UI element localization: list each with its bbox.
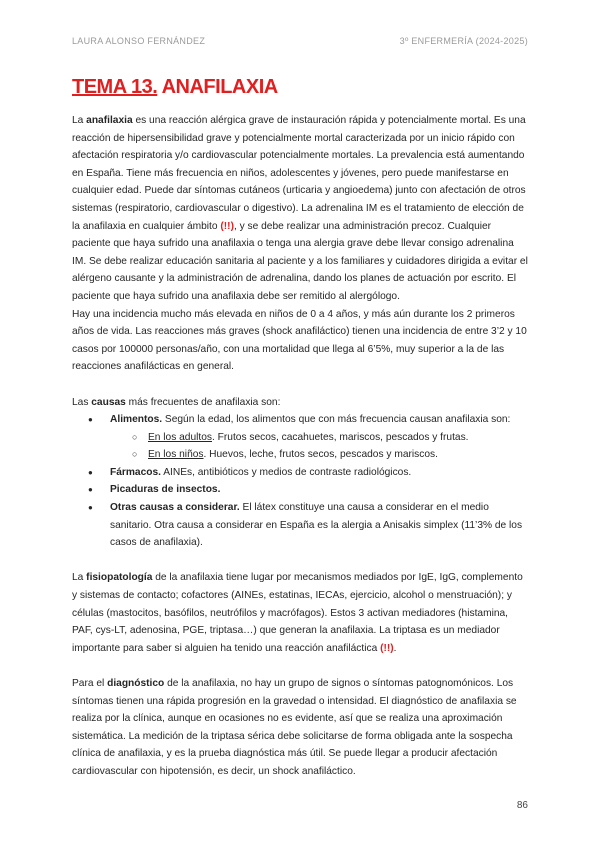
intro-text-1: La [72, 115, 87, 126]
food-sublist [110, 429, 528, 464]
diagnosis-term: diagnóstico [107, 678, 165, 689]
header-author: LAURA ALONSO FERNÁNDEZ [72, 36, 206, 46]
list-item-other [72, 499, 528, 552]
diagnosis-paragraph [72, 675, 528, 781]
pathophys-text-2: de la anafilaxia tiene lugar por mecanismos mediados por IgE, IgG, complemento y sistemas de contacto; cofactores (AINEs, estatinas, IECAs, ejercicio, alcohol o menstruación); y células (mastocitos, basófilos, neutrófilos y macrófagos). Estos 3 activan mediadores (histamina, PAF, cys-LT, adenosina, PGE, triptasa…) que generan la anafilaxia. La triptasa es un mediador importante para saber si alguien ha tenido una reacción anafiláctica [72, 572, 523, 654]
pathophys-text-1: La [72, 572, 87, 584]
diagnosis-text-2: de la anafilaxia, no hay un grupo de signos o síntomas patognomónicos. Los síntomas tienen una rápida progresión en la gravedad o intensidad. El diagnóstico de anafilaxia se realiza por la clínica, aunque en ocasiones no es evidente, así que se realiza una aproximación sistemática. La medición de la triptasa sérica debe solicitarse de forma obligada ante la sospecha clínica de anafilaxia, y es la prueba diagnóstica más útil. Se puede llegar a producir afectación cardiovascular con hipotensión, es decir, un shock anafiláctico. [72, 678, 517, 777]
spacer [72, 657, 528, 675]
other-label: Otras causas a considerar. [110, 502, 240, 514]
adults-label: En los adultos [148, 431, 212, 443]
kids-text: . Huevos, leche, frutos secos, pescados y mariscos. [203, 449, 438, 461]
kids-label: En los niños [148, 449, 204, 461]
diagnosis-text-1: Para el [72, 678, 108, 689]
page-title [72, 76, 278, 99]
drugs-text: AINEs, antibióticos y medios de contraste radiológicos. [160, 466, 412, 478]
causes-intro [72, 394, 528, 412]
intro-text-3: , y se debe realizar una administración precoz. Cualquier paciente que haya sufrido una anafilaxia o tenga una alergia grave debe llevar consigo adrenalina IM. Se debe realizar educación sanitaria al paciente y a los familiares y cuidadores dirigida a evitar el alérgeno causante y la administración de adrenalina, dando los planes de actuación por escrito. El paciente que haya sufrido una anafilaxia debe ser remitido al alergólogo. [72, 220, 528, 302]
list-item-food [72, 411, 528, 464]
page-number: 86 [516, 800, 528, 811]
list-item-drugs [72, 464, 528, 482]
spacer [72, 552, 528, 570]
alert-mark: (!!) [380, 642, 394, 654]
header-course: 3º ENFERMERÍA (2024-2025) [399, 36, 528, 46]
sublist-item-adults [110, 429, 528, 447]
intro-paragraph [72, 112, 528, 306]
incidence-paragraph: Hay una incidencia mucho más elevada en niños de 0 a 4 años, y más aún durante los 2 primeros años de vida. Las reacciones más graves (shock anafiláctico) tienen una incidencia de entre 3’2 y 10 casos por 100000 personas/año, con una mortalidad que llega al 6’5%, muy superior a la de las reacciones anafilácticas en general. [72, 308, 527, 373]
pathophys-text-3: . [393, 642, 397, 654]
spacer [72, 376, 528, 394]
sublist-item-kids [110, 446, 528, 464]
adults-text: . Frutos secos, cacahuetes, mariscos, pescados y frutas. [212, 431, 469, 443]
intro-term: anafilaxia [86, 115, 133, 126]
causes-list [72, 411, 528, 552]
pathophys-term: fisiopatología [86, 572, 153, 584]
title-number: TEMA 13. [72, 76, 158, 98]
page-header [72, 36, 528, 50]
title-name: ANAFILAXIA [157, 76, 278, 98]
food-label: Alimentos. [110, 414, 163, 426]
alert-mark: (!!) [220, 220, 234, 232]
list-item-insects [72, 481, 528, 499]
causes-term: causas [91, 396, 126, 408]
causes-text-1: Las [72, 396, 92, 408]
causes-text-2: más frecuentes de anafilaxia son: [125, 396, 281, 408]
other-text: El látex constituye una causa a considerar en el medio sanitario. Otra causa a considerar en España es la alergia a Anisakis simplex (11’3% de los casos de anafilaxia). [110, 502, 523, 549]
food-text: Según la edad, los alimentos que con más frecuencia causan anafilaxia son: [162, 414, 511, 426]
pathophysiology-paragraph [72, 569, 528, 657]
intro-text-2: es una reacción alérgica grave de instauración rápida y potencialmente mortal. Es una reacción de hipersensibilidad grave y potencialmente mortal caracterizada por un inicio rápido con afectación respiratoria y/o cardiovascular potencialmente mortales. La prevalencia está aumentando en España. Tiene más frecuencia en niños, adolescentes y jóvenes, pero puede manifestarse en cualquier edad. Puede dar síntomas cutáneos (urticaria y angioedema) junto con afectación de otros sistemas (respiratorio, cardiovascular o digestivo). La adrenalina IM es el tratamiento de elección de la anafilaxia en cualquier ámbito [72, 115, 526, 232]
drugs-label: Fármacos. [110, 466, 161, 478]
document-body [72, 112, 528, 781]
insects-label: Picaduras de insectos. [110, 484, 221, 496]
